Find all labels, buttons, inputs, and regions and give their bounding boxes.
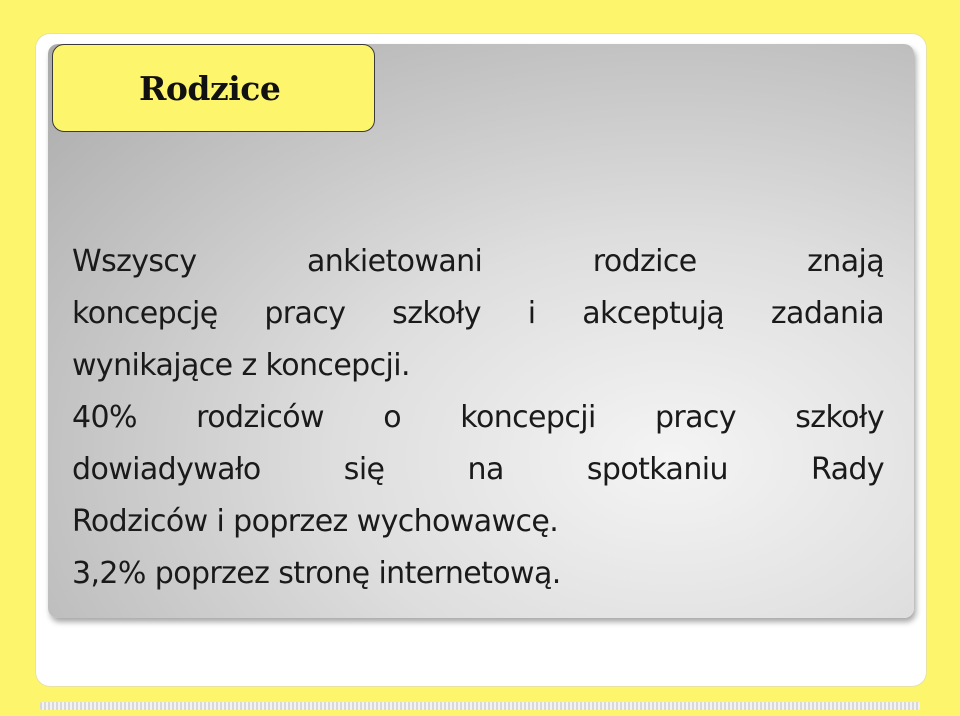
title-box (52, 44, 375, 132)
body-text (72, 236, 884, 600)
body-line-4: 40% rodziców o koncepcji pracy szkoły (72, 400, 884, 435)
slide-title: Rodzice (139, 68, 281, 108)
body-line-7: 3,2% poprzez stronę internetową. (72, 556, 561, 591)
body-line-1: Wszyscy ankietowani rodzice znają (72, 244, 884, 279)
body-line-5: dowiadywało się na spotkaniu Rady (72, 452, 884, 487)
body-line-6: Rodziców i poprzez wychowawcę. (72, 504, 559, 539)
body-line-3: wynikające z koncepcji. (72, 348, 410, 383)
body-line-2: koncepcję pracy szkoły i akceptują zadania (72, 296, 884, 331)
frame-bottom-strip (40, 702, 920, 710)
